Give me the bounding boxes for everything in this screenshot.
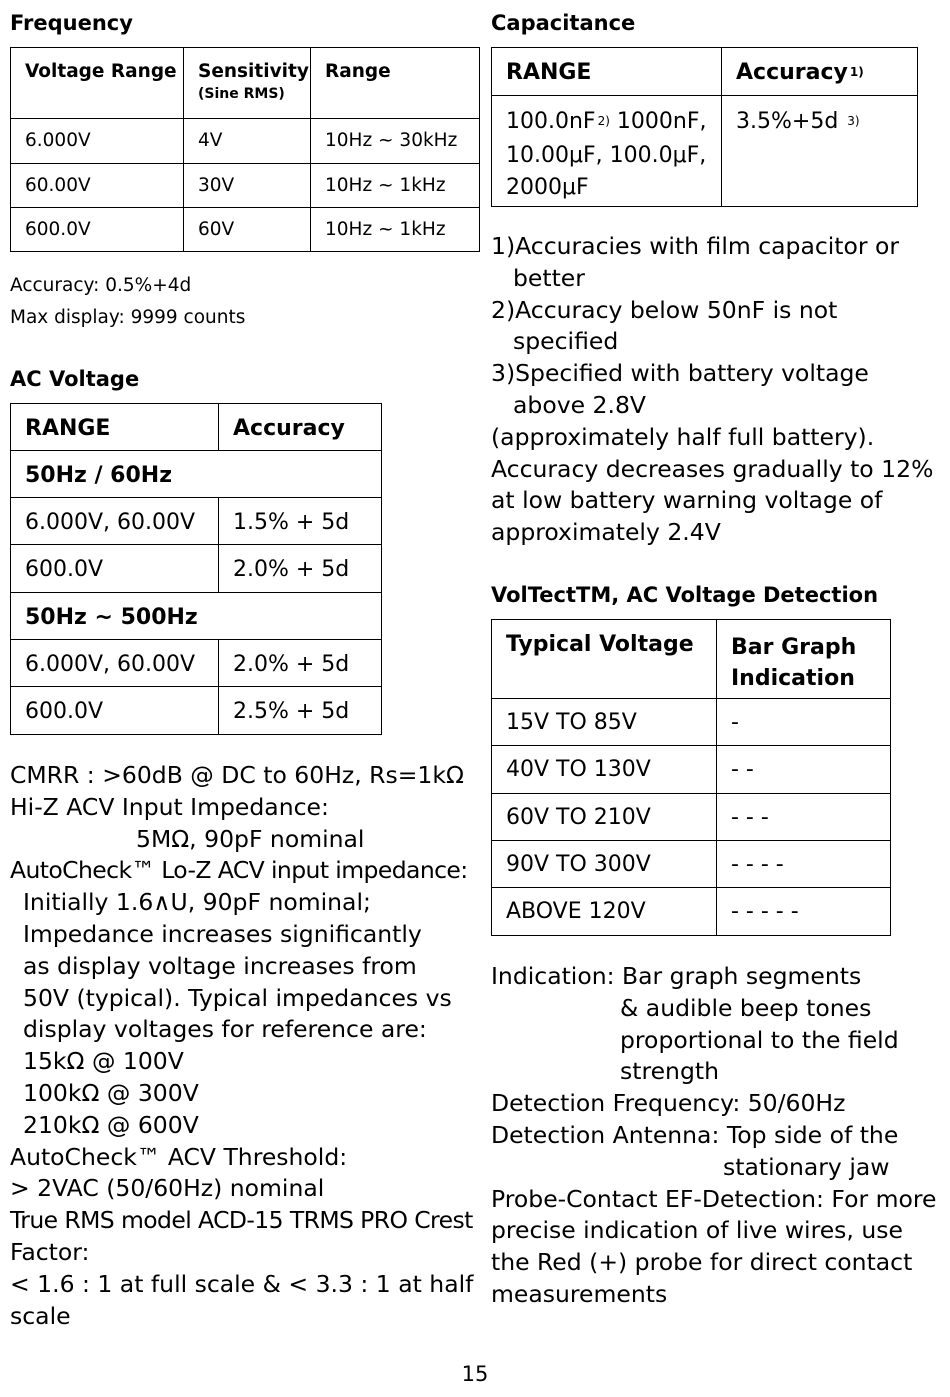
table-cell: 60.00V [11, 164, 184, 208]
table-cell: 4V [184, 119, 311, 164]
table-cell: 15V TO 85V [492, 699, 717, 746]
acv-note: 50V (typical). Typical impedances vs [23, 983, 452, 1012]
ac-voltage-notes [10, 760, 473, 1332]
table-row [11, 498, 382, 545]
ac-voltage-title: AC Voltage [10, 367, 140, 391]
acv-note: 5MΩ, 90pF nominal [136, 824, 365, 853]
voltect-table [491, 619, 891, 936]
acv-note: as display voltage increases from [23, 951, 417, 980]
cap-header-accuracy: Accuracy $^{1)}$ [722, 48, 918, 96]
voltect-note: Detection Frequency: 50/60Hz [491, 1089, 846, 1118]
cap-footnote: (approximately half full battery). [491, 422, 875, 451]
table-row [492, 841, 891, 888]
table-cell: 600.0V [11, 687, 219, 735]
acv-note: Hi-Z ACV Input Impedance: [10, 792, 329, 821]
voltect-note: & audible beep tones [620, 993, 872, 1022]
freq-header-sensitivity: Sensitivity (Sine RMS) [184, 48, 311, 119]
cap-header-range: RANGE [492, 48, 722, 96]
table-row [492, 888, 891, 936]
page-number: 15 [461, 1362, 489, 1386]
frequency-title: Frequency [10, 11, 133, 35]
acv-group-50-60hz: 50Hz / 60Hz [11, 451, 382, 498]
table-cell: 60V [184, 208, 311, 252]
cap-footnote: Accuracy decreases gradually to 12% [491, 454, 934, 483]
table-row [11, 164, 480, 208]
acv-note: < 1.6 : 1 at full scale & < 3.3 : 1 at half [10, 1269, 474, 1298]
table-cell: - - - - [717, 841, 891, 888]
cap-accuracy-cell: 3.5%+5d $^{3)}$ [722, 96, 918, 207]
table-cell: 10Hz ~ 1kHz [311, 208, 480, 252]
table-row [11, 640, 382, 687]
table-cell: - - - [717, 794, 891, 841]
table-cell: ABOVE 120V [492, 888, 717, 936]
table-row [11, 119, 480, 164]
acv-note: 210kΩ @ 600V [23, 1110, 199, 1139]
voltect-header-bar-graph: Bar Graph Indication [717, 620, 891, 699]
acv-note: True RMS model ACD-15 TRMS PRO Crest [10, 1206, 473, 1235]
voltect-note: stationary jaw [723, 1152, 890, 1181]
table-row [492, 746, 891, 794]
frequency-max-display: Max display: 9999 counts [10, 307, 246, 328]
footnote-ref: 1) [849, 65, 864, 79]
table-cell: 600.0V [11, 208, 184, 252]
footnote-ref: 2) [597, 114, 610, 128]
cap-footnote: specified [513, 327, 619, 356]
acv-note: Factor: [10, 1237, 90, 1266]
cap-footnote: 2)Accuracy below 50nF is not [491, 295, 838, 324]
cap-range-cell: 100.0nF $^{2)}$ 1000nF, 10.00μF, 100.0μF, 2000μF [492, 96, 722, 207]
freq-header-sine-rms: (Sine RMS) [198, 86, 285, 102]
cap-footnote: 3)Specified with battery voltage [491, 359, 869, 388]
footnote-ref: 3) [847, 114, 860, 128]
table-row [11, 687, 382, 735]
voltect-title: VolTectTM, AC Voltage Detection [491, 583, 879, 607]
table-cell: 6.000V [11, 119, 184, 164]
table-cell: - - - - - [717, 888, 891, 936]
table-cell: 30V [184, 164, 311, 208]
table-row [11, 545, 382, 593]
acv-note: AutoCheck™ Lo-Z ACV input impedance: [10, 856, 468, 885]
voltect-note: proportional to the field [620, 1025, 899, 1054]
voltect-note: precise indication of live wires, use [491, 1216, 903, 1245]
table-cell: 60V TO 210V [492, 794, 717, 841]
voltect-note: measurements [491, 1279, 668, 1308]
acv-header-accuracy: Accuracy [219, 404, 382, 451]
table-cell: - [717, 699, 891, 746]
table-cell: 10Hz ~ 1kHz [311, 164, 480, 208]
acv-header-range: RANGE [11, 404, 219, 451]
capacitance-footnotes [491, 231, 933, 549]
acv-note: display voltages for reference are: [23, 1015, 427, 1044]
voltect-note: Detection Antenna: Top side of the [491, 1120, 899, 1149]
table-row [492, 699, 891, 746]
table-cell: 10Hz ~ 30kHz [311, 119, 480, 164]
voltect-note: Probe-Contact EF-Detection: For more [491, 1184, 937, 1213]
acv-note: AutoCheck™ ACV Threshold: [10, 1142, 348, 1171]
capacitance-title: Capacitance [491, 11, 636, 35]
table-cell: 2.0% + 5d [219, 640, 382, 687]
acv-note: Impedance increases significantly [23, 919, 422, 948]
cap-footnote: at low battery warning voltage of [491, 486, 883, 515]
table-cell: 90V TO 300V [492, 841, 717, 888]
acv-note: Initially 1.6∧U, 90pF nominal; [23, 888, 371, 917]
cap-footnote: 1)Accuracies with film capacitor or [491, 232, 900, 260]
freq-header-range: Range [311, 48, 480, 119]
voltect-note: strength [620, 1057, 719, 1086]
frequency-accuracy: Accuracy: 0.5%+4d [10, 275, 192, 296]
table-cell: 6.000V, 60.00V [11, 498, 219, 545]
acv-note-cmrr: CMRR : >60dB @ DC to 60Hz, Rs=1kΩ [10, 761, 464, 789]
table-cell: 2.0% + 5d [219, 545, 382, 593]
table-cell: - - [717, 746, 891, 794]
voltect-note: Indication: Bar graph segments [491, 962, 862, 990]
acv-note: 100kΩ @ 300V [23, 1078, 199, 1107]
cap-footnote: better [513, 263, 585, 292]
table-cell: 1.5% + 5d [219, 498, 382, 545]
capacitance-table [491, 47, 918, 207]
acv-note: 15kΩ @ 100V [23, 1047, 184, 1076]
voltect-notes [491, 961, 937, 1311]
table-cell: 40V TO 130V [492, 746, 717, 794]
acv-note: scale [10, 1301, 71, 1330]
ac-voltage-table [10, 403, 382, 735]
table-cell: 2.5% + 5d [219, 687, 382, 735]
table-cell: 600.0V [11, 545, 219, 593]
acv-note: > 2VAC (50/60Hz) nominal [10, 1174, 325, 1203]
voltect-header-typical-voltage: Typical Voltage [492, 620, 717, 699]
acv-group-50-500hz: 50Hz ~ 500Hz [11, 593, 382, 640]
table-row [492, 794, 891, 841]
table-cell: 6.000V, 60.00V [11, 640, 219, 687]
cap-footnote: approximately 2.4V [491, 518, 721, 547]
frequency-notes [10, 270, 245, 334]
table-row [11, 208, 480, 252]
freq-header-voltage-range: Voltage Range [11, 48, 184, 119]
voltect-note: the Red (+) probe for direct contact [491, 1248, 913, 1277]
frequency-table [10, 47, 480, 252]
cap-footnote: above 2.8V [513, 390, 646, 419]
